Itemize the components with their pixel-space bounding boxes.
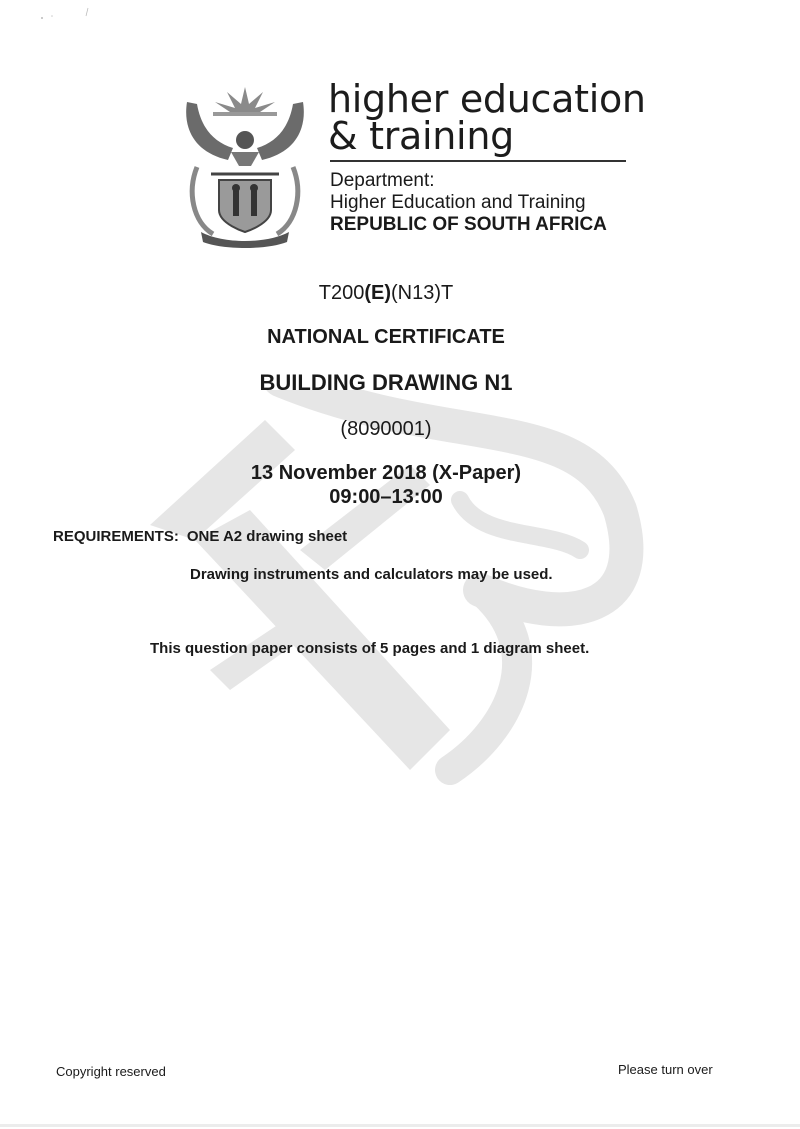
brand-divider <box>330 160 626 162</box>
brand-line-2: & training <box>328 114 514 158</box>
requirements-value: ONE A2 drawing sheet <box>186 528 348 545</box>
paper-code-language: (E) <box>364 282 392 304</box>
page-count-note: This question paper consists of 5 pages and 1 diagram sheet. <box>150 640 590 657</box>
instruments-note: Drawing instruments and calculators may be used. <box>190 566 553 583</box>
copyright-footer: Copyright reserved <box>56 1064 166 1079</box>
department-name: Higher Education and Training <box>330 192 586 213</box>
scan-specks <box>30 6 100 26</box>
subject-title: BUILDING DRAWING N1 <box>259 370 513 395</box>
requirements <box>53 528 347 545</box>
exam-date: 13 November 2018 (X-Paper) <box>250 462 522 484</box>
subject-code: (8090001) <box>340 418 432 440</box>
watermark-logo-icon <box>150 390 650 800</box>
certificate-title: NATIONAL CERTIFICATE <box>267 326 505 348</box>
country-name: REPUBLIC OF SOUTH AFRICA <box>330 214 607 235</box>
exam-time: 09:00–13:00 <box>329 486 443 508</box>
paper-code-prefix: T200 <box>318 282 365 304</box>
paper-code <box>0 282 786 305</box>
turn-over-footer: Please turn over <box>618 1062 713 1077</box>
requirements-label: REQUIREMENTS: <box>53 528 179 545</box>
brand-line-1: higher education <box>328 77 646 121</box>
paper-code-suffix: (N13)T <box>391 282 454 304</box>
scan-edge <box>0 1124 800 1127</box>
department-label: Department: <box>330 170 435 191</box>
coat-of-arms-icon <box>183 82 307 248</box>
